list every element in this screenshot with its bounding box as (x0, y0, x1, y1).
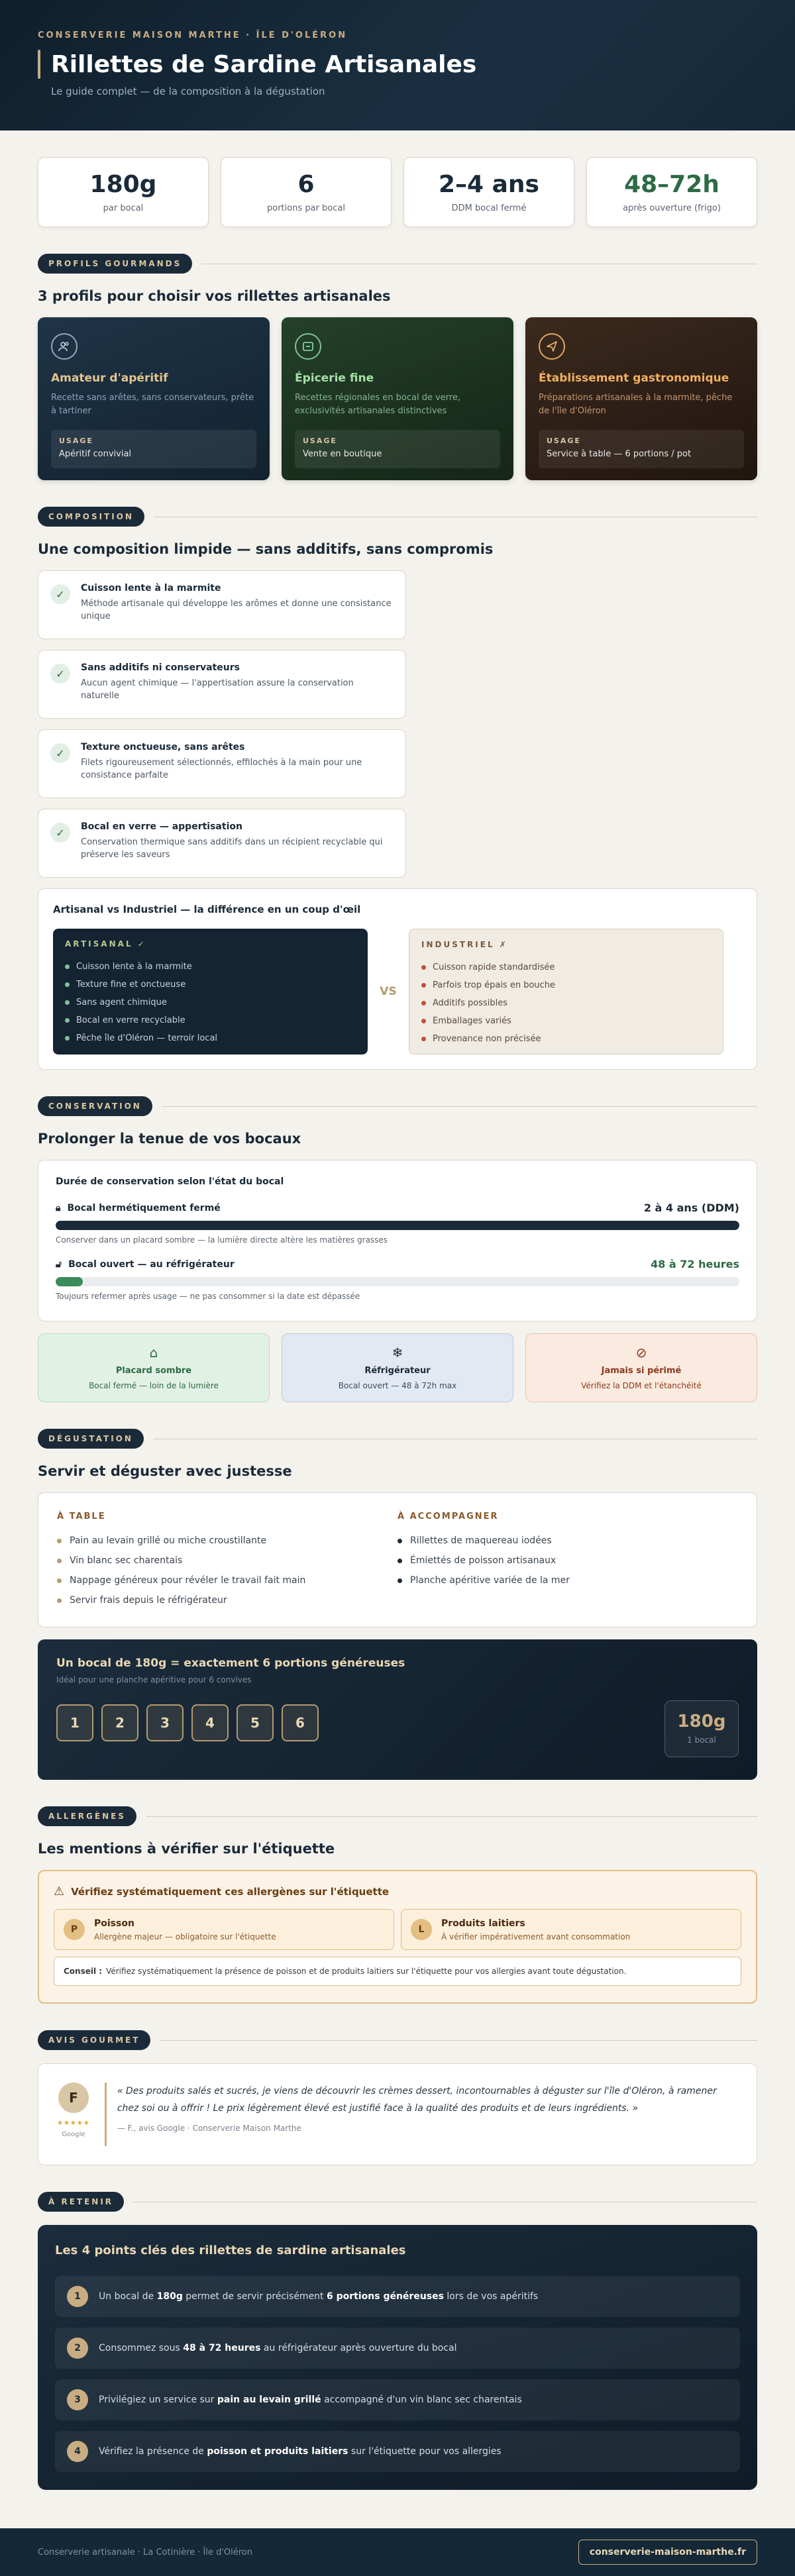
review-card (38, 2063, 757, 2165)
jar-badge (664, 1700, 739, 1757)
bullet-dot (398, 1539, 402, 1543)
progress-fill (56, 1221, 739, 1230)
serving-table-list (57, 1531, 398, 1610)
conservation-row-closed (56, 1202, 739, 1245)
serving-pairing-label: À ACCOMPAGNER (398, 1512, 499, 1521)
jar-value: 180g (677, 1712, 726, 1731)
header-title-row (38, 50, 757, 79)
advice-text: Vérifiez systématiquement la présence de poisson et de produits laitiers sur l'étiquette pour vos allergies avant toute dégustation. (106, 1967, 627, 1976)
bullet-dot (65, 1000, 70, 1005)
page-subtitle: Le guide complet — de la composition à la dégustation (51, 85, 325, 97)
feature-card (38, 570, 406, 639)
conservation-row-open (56, 1258, 739, 1301)
section-header-profiles (38, 254, 757, 274)
storage-title: Jamais si périmé (601, 1366, 682, 1376)
title-accent-bar (38, 50, 40, 79)
list-item-text: Bocal en verre recyclable (76, 1015, 186, 1025)
section-header-degustation (38, 1429, 757, 1449)
conservation-card-title: Durée de conservation selon l'état du bocal (56, 1176, 284, 1187)
header-eyebrow: CONSERVERIE MAISON MARTHE · ÎLE D'OLÉRON (38, 30, 348, 40)
storage-sub: Bocal fermé — loin de la lumière (89, 1381, 219, 1390)
page-footer (0, 2528, 795, 2576)
bullet-dot (398, 1578, 402, 1583)
bullet-dot (57, 1539, 62, 1543)
profile-usage (295, 430, 500, 468)
section-header-conservation (38, 1096, 757, 1116)
bullet-dot (57, 1559, 62, 1563)
storage-title: Réfrigérateur (364, 1366, 431, 1376)
list-item-text: Vin blanc sec charentais (70, 1555, 183, 1566)
list-item (421, 994, 711, 1012)
bullet-dot (65, 1018, 70, 1023)
stat-value: 48–72h (624, 171, 719, 198)
list-item (65, 1029, 356, 1047)
jar-label: 1 bocal (687, 1735, 716, 1745)
key-point-number: 3 (67, 2389, 88, 2410)
stat-card (403, 157, 574, 227)
store-icon (295, 333, 321, 360)
portion-card (38, 1639, 757, 1780)
storage-card-frigo (282, 1333, 513, 1402)
section-pill: ALLERGÈNES (38, 1806, 136, 1826)
comparison-card (38, 888, 757, 1070)
allergen-name: Poisson (94, 1918, 134, 1929)
serving-pairing-col (398, 1512, 738, 1608)
feature-title: Bocal en verre — appertisation (81, 821, 242, 832)
key-point-text: Consommez sous 48 à 72 heures au réfrigérateur après ouverture du bocal (99, 2343, 457, 2353)
stat-label: DDM bocal fermé (451, 203, 527, 213)
review-author: — F., avis Google · Conserverie Maison Marthe (117, 2124, 301, 2133)
key-point-number: 2 (67, 2338, 88, 2359)
list-item (398, 1531, 738, 1551)
key-point-number: 4 (67, 2441, 88, 2462)
section-header-avis (38, 2030, 757, 2050)
portion-numbers (56, 1704, 739, 1741)
conservation-value: 48 à 72 heures (651, 1258, 739, 1270)
portion-number: 5 (237, 1704, 274, 1741)
list-item-text: Parfois trop épais en bouche (433, 980, 556, 990)
section-header-retenir (38, 2192, 757, 2212)
conservation-row-name: Bocal hermétiquement fermé (67, 1202, 221, 1213)
feature-grid (38, 570, 757, 878)
conservation-row-label (56, 1203, 221, 1213)
section-divider (160, 2040, 757, 2041)
list-item-text: Provenance non précisée (433, 1034, 541, 1044)
storage-title: Placard sombre (115, 1366, 192, 1376)
allergen-card (38, 1870, 757, 2004)
allergen-badge: L (411, 1919, 432, 1940)
section-title: Prolonger la tenue de vos bocaux (38, 1131, 301, 1147)
key-point-text: Un bocal de 180g permet de servir précisément 6 portions généreuses lors de vos apéritifs (99, 2291, 539, 2302)
serving-table-label: À TABLE (57, 1512, 106, 1521)
conservation-row-label (56, 1259, 235, 1270)
bullet-dot (57, 1578, 62, 1583)
feature-card (38, 809, 406, 878)
section-title: Les mentions à vérifier sur l'étiquette (38, 1841, 335, 1857)
bullet-dot (421, 983, 426, 988)
list-item-text: Cuisson rapide standardisée (433, 962, 555, 972)
profile-card-aperitif (38, 317, 270, 480)
storage-card-perime (525, 1333, 757, 1402)
versus-label: VS (380, 985, 397, 998)
check-icon: ✓ (50, 743, 70, 763)
profile-desc: Recette sans arêtes, sans conservateurs, prête à tartiner (51, 393, 254, 416)
list-item-text: Texture fine et onctueuse (76, 980, 186, 990)
list-item-text: Émiettés de poisson artisanaux (410, 1555, 556, 1566)
usage-label: USAGE (303, 437, 337, 445)
industriel-box (409, 929, 723, 1055)
list-item-text: Planche apéritive variée de la mer (410, 1575, 570, 1586)
list-item-text: Servir frais depuis le réfrigérateur (70, 1595, 227, 1606)
bullet-dot (421, 965, 426, 970)
portion-number: 3 (146, 1704, 184, 1741)
list-item (421, 1030, 711, 1048)
list-item (398, 1571, 738, 1590)
list-item (421, 1012, 711, 1030)
stat-label: après ouverture (frigo) (623, 203, 721, 213)
allergen-card-title-text: Vérifiez systématiquement ces allergènes sur l'étiquette (71, 1885, 390, 1898)
profile-title: Épicerie fine (295, 372, 374, 385)
stat-label: par bocal (103, 203, 144, 213)
section-pill: À RETENIR (38, 2192, 124, 2212)
warning-icon: ⚠ (54, 1884, 65, 1898)
key-point (55, 2431, 740, 2472)
avatar: F (58, 2083, 89, 2113)
artisanal-list (65, 958, 356, 1047)
section-divider (162, 1106, 757, 1107)
profile-cards (38, 317, 757, 480)
comparison-row (53, 929, 742, 1055)
conservation-note: Toujours refermer après usage — ne pas consommer si la date est dépassée (56, 1292, 360, 1301)
stat-value: 180g (89, 171, 157, 198)
bullet-dot (65, 1036, 70, 1041)
artisanal-label: ARTISANAL ✓ (65, 939, 146, 949)
allergen-items (54, 1909, 741, 1950)
section-header-composition (38, 507, 757, 527)
list-item (57, 1571, 398, 1590)
feature-title: Sans additifs ni conservateurs (81, 662, 240, 673)
stat-value: 6 (297, 171, 315, 198)
bullet-dot (421, 1001, 426, 1005)
bullet-dot (57, 1598, 62, 1603)
key-points-title: Les 4 points clés des rillettes de sardine artisanales (55, 2243, 406, 2257)
portion-number: 2 (101, 1704, 138, 1741)
bullet-dot (65, 982, 70, 987)
bullet-dot (421, 1037, 426, 1041)
key-stats (38, 157, 757, 227)
portion-title: Un bocal de 180g = exactement 6 portions généreuses (56, 1657, 405, 1670)
key-points-card (38, 2225, 757, 2490)
allergen-name: Produits laitiers (441, 1918, 525, 1929)
list-item (398, 1551, 738, 1571)
section-pill: COMPOSITION (38, 507, 144, 527)
stat-card (221, 157, 392, 227)
footer-text: Conserverie artisanale · La Cotinière · Île d'Oléron (38, 2547, 253, 2557)
users-icon (51, 333, 78, 360)
website-link[interactable]: conserverie-maison-marthe.fr (578, 2540, 757, 2565)
progress-bar (56, 1221, 739, 1230)
profile-card-gastronomique (525, 317, 757, 480)
list-item (421, 958, 711, 976)
feature-card (38, 650, 406, 719)
storage-card-placard (38, 1333, 270, 1402)
prohibited-icon: ⊘ (635, 1345, 647, 1361)
profile-title: Établissement gastronomique (539, 372, 729, 385)
list-item (65, 1011, 356, 1029)
industriel-list (421, 958, 711, 1048)
feature-title: Cuisson lente à la marmite (81, 583, 221, 593)
usage-label: USAGE (547, 437, 581, 445)
profile-title: Amateur d'apéritif (51, 372, 168, 385)
storage-sub: Bocal ouvert — 48 à 72h max (338, 1381, 457, 1390)
review-body (105, 2083, 738, 2146)
allergen-desc: Allergène majeur — obligatoire sur l'étiquette (94, 1932, 276, 1941)
key-point (55, 2328, 740, 2369)
conservation-note: Conserver dans un placard sombre — la lumière directe altère les matières grasses (56, 1235, 388, 1245)
feature-desc: Méthode artisanale qui développe les arômes et donne une consistance unique (81, 599, 392, 621)
industriel-label: INDUSTRIEL ✗ (421, 940, 508, 949)
progress-fill (56, 1277, 83, 1286)
stat-card (38, 157, 209, 227)
list-item-text: Emballages variés (433, 1016, 511, 1026)
key-point (55, 2276, 740, 2317)
allergen-desc: À vérifier impérativement avant consommation (441, 1932, 631, 1941)
stat-label: portions par bocal (267, 203, 345, 213)
list-item (421, 976, 711, 994)
list-item (65, 958, 356, 976)
stat-value: 2–4 ans (439, 171, 539, 198)
list-item (65, 976, 356, 994)
section-pill: PROFILS GOURMANDS (38, 254, 192, 274)
profile-desc: Recettes régionales en bocal de verre, exclusivités artisanales distinctives (295, 393, 461, 416)
conservation-row-name: Bocal ouvert — au réfrigérateur (68, 1259, 235, 1270)
list-item-text: Sans agent chimique (76, 998, 167, 1007)
portion-number: 6 (282, 1704, 319, 1741)
portion-number: 1 (56, 1704, 93, 1741)
conservation-card (38, 1160, 757, 1321)
profile-card-epicerie (282, 317, 513, 480)
star-rating: ★★★★★ (57, 2120, 90, 2127)
serving-pairing-list (398, 1531, 738, 1590)
stat-card (586, 157, 757, 227)
section-title: 3 profils pour choisir vos rillettes artisanales (38, 288, 391, 304)
check-icon: ✓ (50, 584, 70, 604)
bullet-dot (65, 964, 70, 969)
review-author-block (57, 2083, 90, 2146)
send-icon (539, 333, 565, 360)
page-header (0, 0, 795, 130)
portion-number: 4 (191, 1704, 229, 1741)
check-icon: ✓ (50, 823, 70, 843)
list-item (57, 1590, 398, 1610)
list-item-text: Pain au levain grillé ou miche croustillante (70, 1535, 267, 1546)
list-item (57, 1531, 398, 1551)
profile-usage (539, 430, 744, 468)
usage-value: Apéritif convivial (59, 449, 132, 459)
list-item-text: Cuisson lente à la marmite (76, 962, 192, 972)
list-item-text: Rillettes de maquereau iodées (410, 1535, 552, 1546)
list-item (65, 994, 356, 1011)
section-title: Servir et déguster avec justesse (38, 1463, 292, 1479)
storage-sub: Vérifiez la DDM et l'étanchéité (581, 1381, 702, 1390)
serving-table-col (57, 1512, 398, 1608)
allergen-card-title (54, 1884, 741, 1898)
key-point (55, 2379, 740, 2420)
allergen-item-poisson (54, 1909, 394, 1950)
key-point-text: Privilégiez un service sur pain au levain grillé accompagné d'un vin blanc sec charentais (99, 2395, 522, 2405)
allergen-item-laitiers (401, 1909, 741, 1950)
feature-desc: Aucun agent chimique — l'appertisation assure la conservation naturelle (81, 678, 354, 701)
page-title: Rillettes de Sardine Artisanales (51, 50, 477, 78)
home-icon: ⌂ (149, 1345, 158, 1361)
review-source: Google (62, 2131, 85, 2138)
allergen-advice (54, 1957, 741, 1986)
check-icon: ✓ (50, 664, 70, 684)
artisanal-box (53, 929, 368, 1055)
comparison-title: Artisanal vs Industriel — la différence en un coup d'œil (53, 903, 361, 915)
progress-bar (56, 1277, 739, 1286)
serving-card (38, 1492, 757, 1627)
usage-label: USAGE (59, 437, 93, 445)
conservation-value: 2 à 4 ans (DDM) (643, 1202, 739, 1214)
review-quote: « Des produits salés et sucrés, je viens de découvrir les crèmes dessert, incontournables à déguster sur l'île d'Oléron, à ramener chez soi ou à offrir ! Le prix légèrement élevé est justifié face à la qualité des produits et de leurs ingrédients. » (117, 2086, 717, 2114)
feature-title: Texture onctueuse, sans arêtes (81, 742, 245, 752)
list-item-text: Pêche île d'Oléron — terroir local (76, 1033, 218, 1043)
section-title: Une composition limpide — sans additifs, sans compromis (38, 541, 494, 557)
advice-label: Conseil : (64, 1967, 103, 1976)
section-header-allergenes (38, 1806, 757, 1826)
profile-desc: Préparations artisanales à la marmite, pêche de l'île d'Oléron (539, 393, 733, 416)
list-item-text: Nappage généreux pour révéler le travail fait main (70, 1575, 306, 1586)
fridge-icon: ❄ (392, 1345, 403, 1361)
storage-cards (38, 1333, 757, 1402)
bullet-dot (421, 1019, 426, 1023)
section-divider (146, 1816, 757, 1817)
usage-value: Vente en boutique (303, 449, 382, 459)
section-pill: AVIS GOURMET (38, 2030, 150, 2050)
portion-subtitle: Idéal pour une planche apéritive pour 6 convives (56, 1675, 252, 1684)
feature-desc: Filets rigoureusement sélectionnés, effilochés à la main pour une consistance parfaite (81, 758, 362, 780)
section-pill: DÉGUSTATION (38, 1429, 144, 1449)
usage-value: Service à table — 6 portions / pot (547, 449, 692, 459)
profile-usage (51, 430, 256, 468)
unlock-icon: 🔓︎ (56, 1259, 62, 1270)
list-item-text: Additifs possibles (433, 998, 507, 1008)
bullet-dot (398, 1559, 402, 1563)
list-item (57, 1551, 398, 1571)
allergen-badge: P (64, 1919, 85, 1940)
key-point-text: Vérifiez la présence de poisson et produits laitiers sur l'étiquette pour vos allergies (99, 2446, 502, 2457)
feature-card (38, 729, 406, 798)
section-pill: CONSERVATION (38, 1096, 152, 1116)
feature-desc: Conservation thermique sans additifs dans un récipient recyclable qui préserve les saveurs (81, 837, 383, 860)
key-point-number: 1 (67, 2286, 88, 2307)
lock-icon: 🔒︎ (56, 1202, 61, 1213)
